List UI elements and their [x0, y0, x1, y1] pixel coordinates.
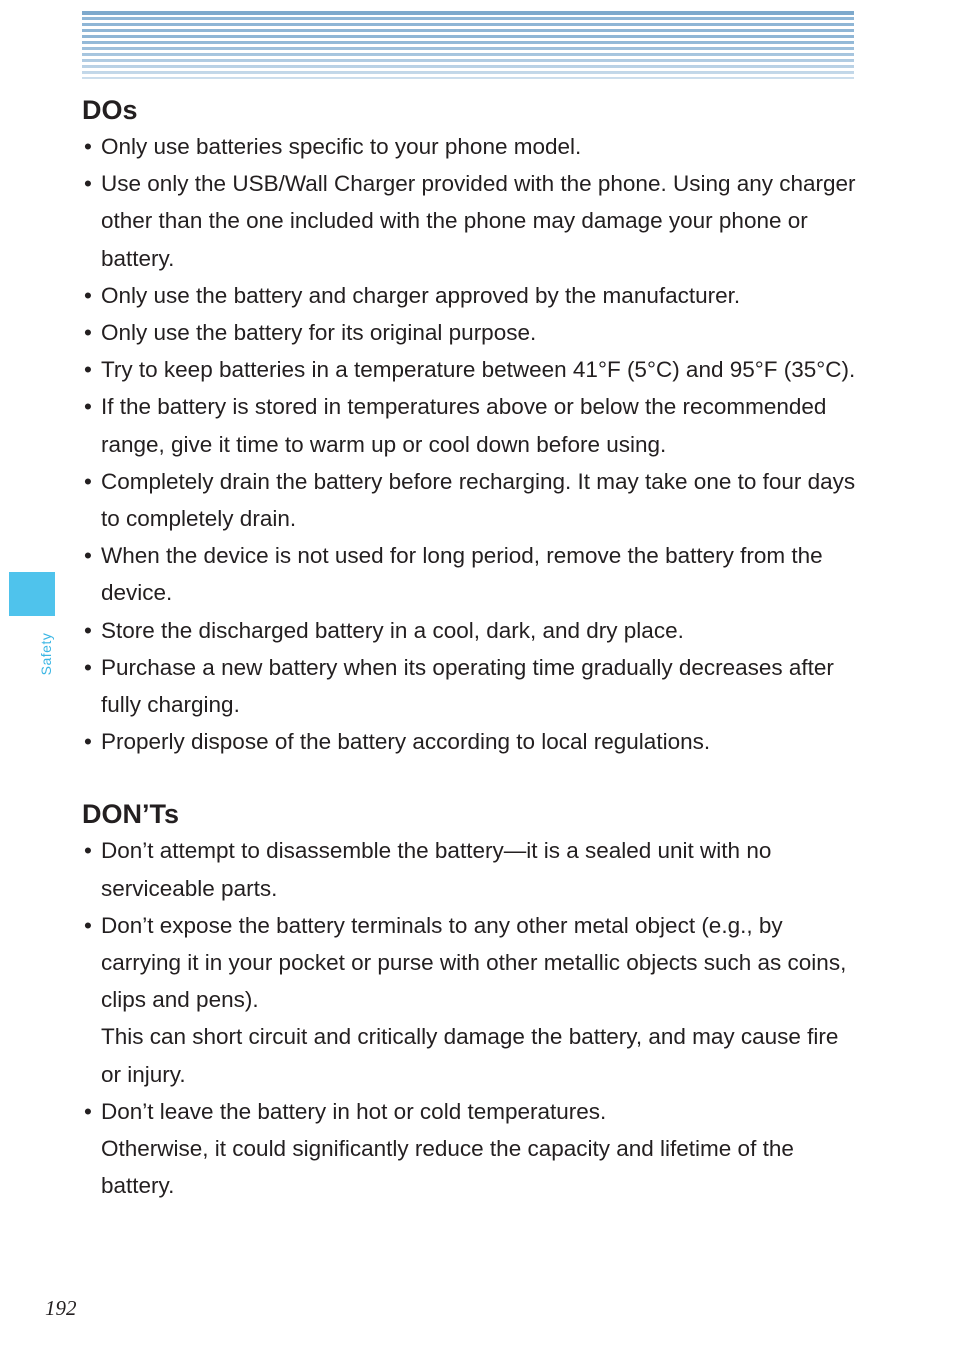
- dos-item: • Properly dispose of the battery according to local regulations.: [82, 723, 862, 760]
- donts-item-text: Don’t leave the battery in hot or cold temperatures.: [101, 1098, 607, 1124]
- dos-item: • Completely drain the battery before recharging. It may take one to four days to completely drain.: [82, 463, 862, 537]
- section-tab-label: Safety: [38, 632, 54, 676]
- dos-list: [82, 128, 862, 760]
- dos-item: • Use only the USB/Wall Charger provided with the phone. Using any charger other than the one included with the phone may damage your phone or battery.: [82, 165, 862, 277]
- donts-list: [82, 832, 862, 1204]
- header-band-top-line: [82, 11, 854, 15]
- donts-heading: DON’Ts: [82, 799, 180, 830]
- donts-item-text: Don’t attempt to disassemble the battery—it is a sealed unit with no serviceable parts.: [101, 838, 772, 901]
- donts-item: [82, 907, 862, 1093]
- dos-item: • Only use the battery and charger approved by the manufacturer.: [82, 277, 862, 314]
- donts-item: [82, 1093, 862, 1205]
- page-number: 192: [45, 1296, 77, 1320]
- donts-item-note: Otherwise, it could significantly reduce the capacity and lifetime of the battery.: [101, 1136, 794, 1199]
- dos-item: • Try to keep batteries in a temperature between 41°F (5°C) and 95°F (35°C).: [82, 351, 862, 388]
- dos-item: • Store the discharged battery in a cool, dark, and dry place.: [82, 612, 862, 649]
- donts-item-text: Don’t expose the battery terminals to any other metal object (e.g., by carrying it in your pocket or purse with other metallic objects such as coins, clips and pens).: [101, 912, 847, 1013]
- dos-item: • If the battery is stored in temperatures above or below the recommended range, give it time to warm up or cool down before using.: [82, 388, 862, 462]
- dos-heading: DOs: [82, 95, 138, 125]
- header-band-fade: [82, 39, 854, 79]
- header-band: [82, 11, 854, 79]
- dos-item: • Only use the battery for its original purpose.: [82, 314, 862, 351]
- dos-item: • When the device is not used for long period, remove the battery from the device.: [82, 537, 862, 611]
- dos-item: • Purchase a new battery when its operating time gradually decreases after fully charging.: [82, 649, 862, 723]
- donts-item-note: This can short circuit and critically damage the battery, and may cause fire or injury.: [101, 1024, 839, 1087]
- page-content: [82, 92, 862, 1204]
- section-tab-marker: [9, 572, 55, 616]
- dos-item: • Only use batteries specific to your phone model.: [82, 128, 862, 165]
- donts-item: [82, 832, 862, 906]
